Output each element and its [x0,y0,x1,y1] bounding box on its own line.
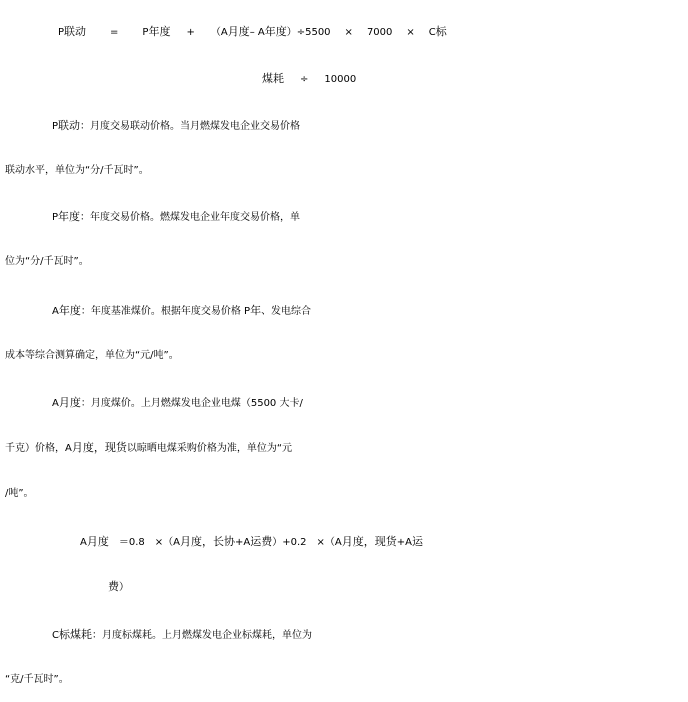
definition-p-liandong-line1: P联动：月度交易联动价格。当月燃煤发电企业交易价格 [52,119,301,132]
definition-a-yuedu-line3: /吨”。 [5,488,34,499]
definition-p-niandu-line1: P年度：年度交易价格。燃煤发电企业年度交易价格，单 [52,210,301,223]
definition-a-yuedu-line2: 千克）价格，A月度，现货以晾晒电煤采购价格为准，单位为“元 [5,441,293,454]
formula-a-yuedu-line2: 费） [108,580,129,593]
definition-c-biaomeihao-line2: “克/千瓦时”。 [5,674,69,685]
formula-p-liandong-line1: P联动 = P年度 + （A月度– A年度）÷5500 × 7000 × C标 [58,25,447,38]
definition-c-biaomeihao-line1: C标煤耗：月度标煤耗。上月燃煤发电企业标煤耗，单位为 [52,628,312,641]
definition-p-liandong-line2: 联动水平，单位为“分/千瓦时”。 [5,165,149,176]
definition-a-niandu-line2: 成本等综合测算确定，单位为“元/吨”。 [5,350,179,361]
definition-p-niandu-line2: 位为“分/千瓦时”。 [5,256,89,267]
definition-a-yuedu-line1: A月度：月度煤价。上月燃煤发电企业电煤（5500 大卡/ [52,396,303,409]
formula-p-liandong-line2: 煤耗 ÷ 10000 [262,72,357,85]
formula-a-yuedu-line1: A月度 ＝0.8 ×（A月度，长协+A运费）+0.2 ×（A月度，现货+A运 [80,535,423,548]
definition-a-niandu-line1: A年度：年度基准煤价。根据年度交易价格 P年、发电综合 [52,304,312,317]
